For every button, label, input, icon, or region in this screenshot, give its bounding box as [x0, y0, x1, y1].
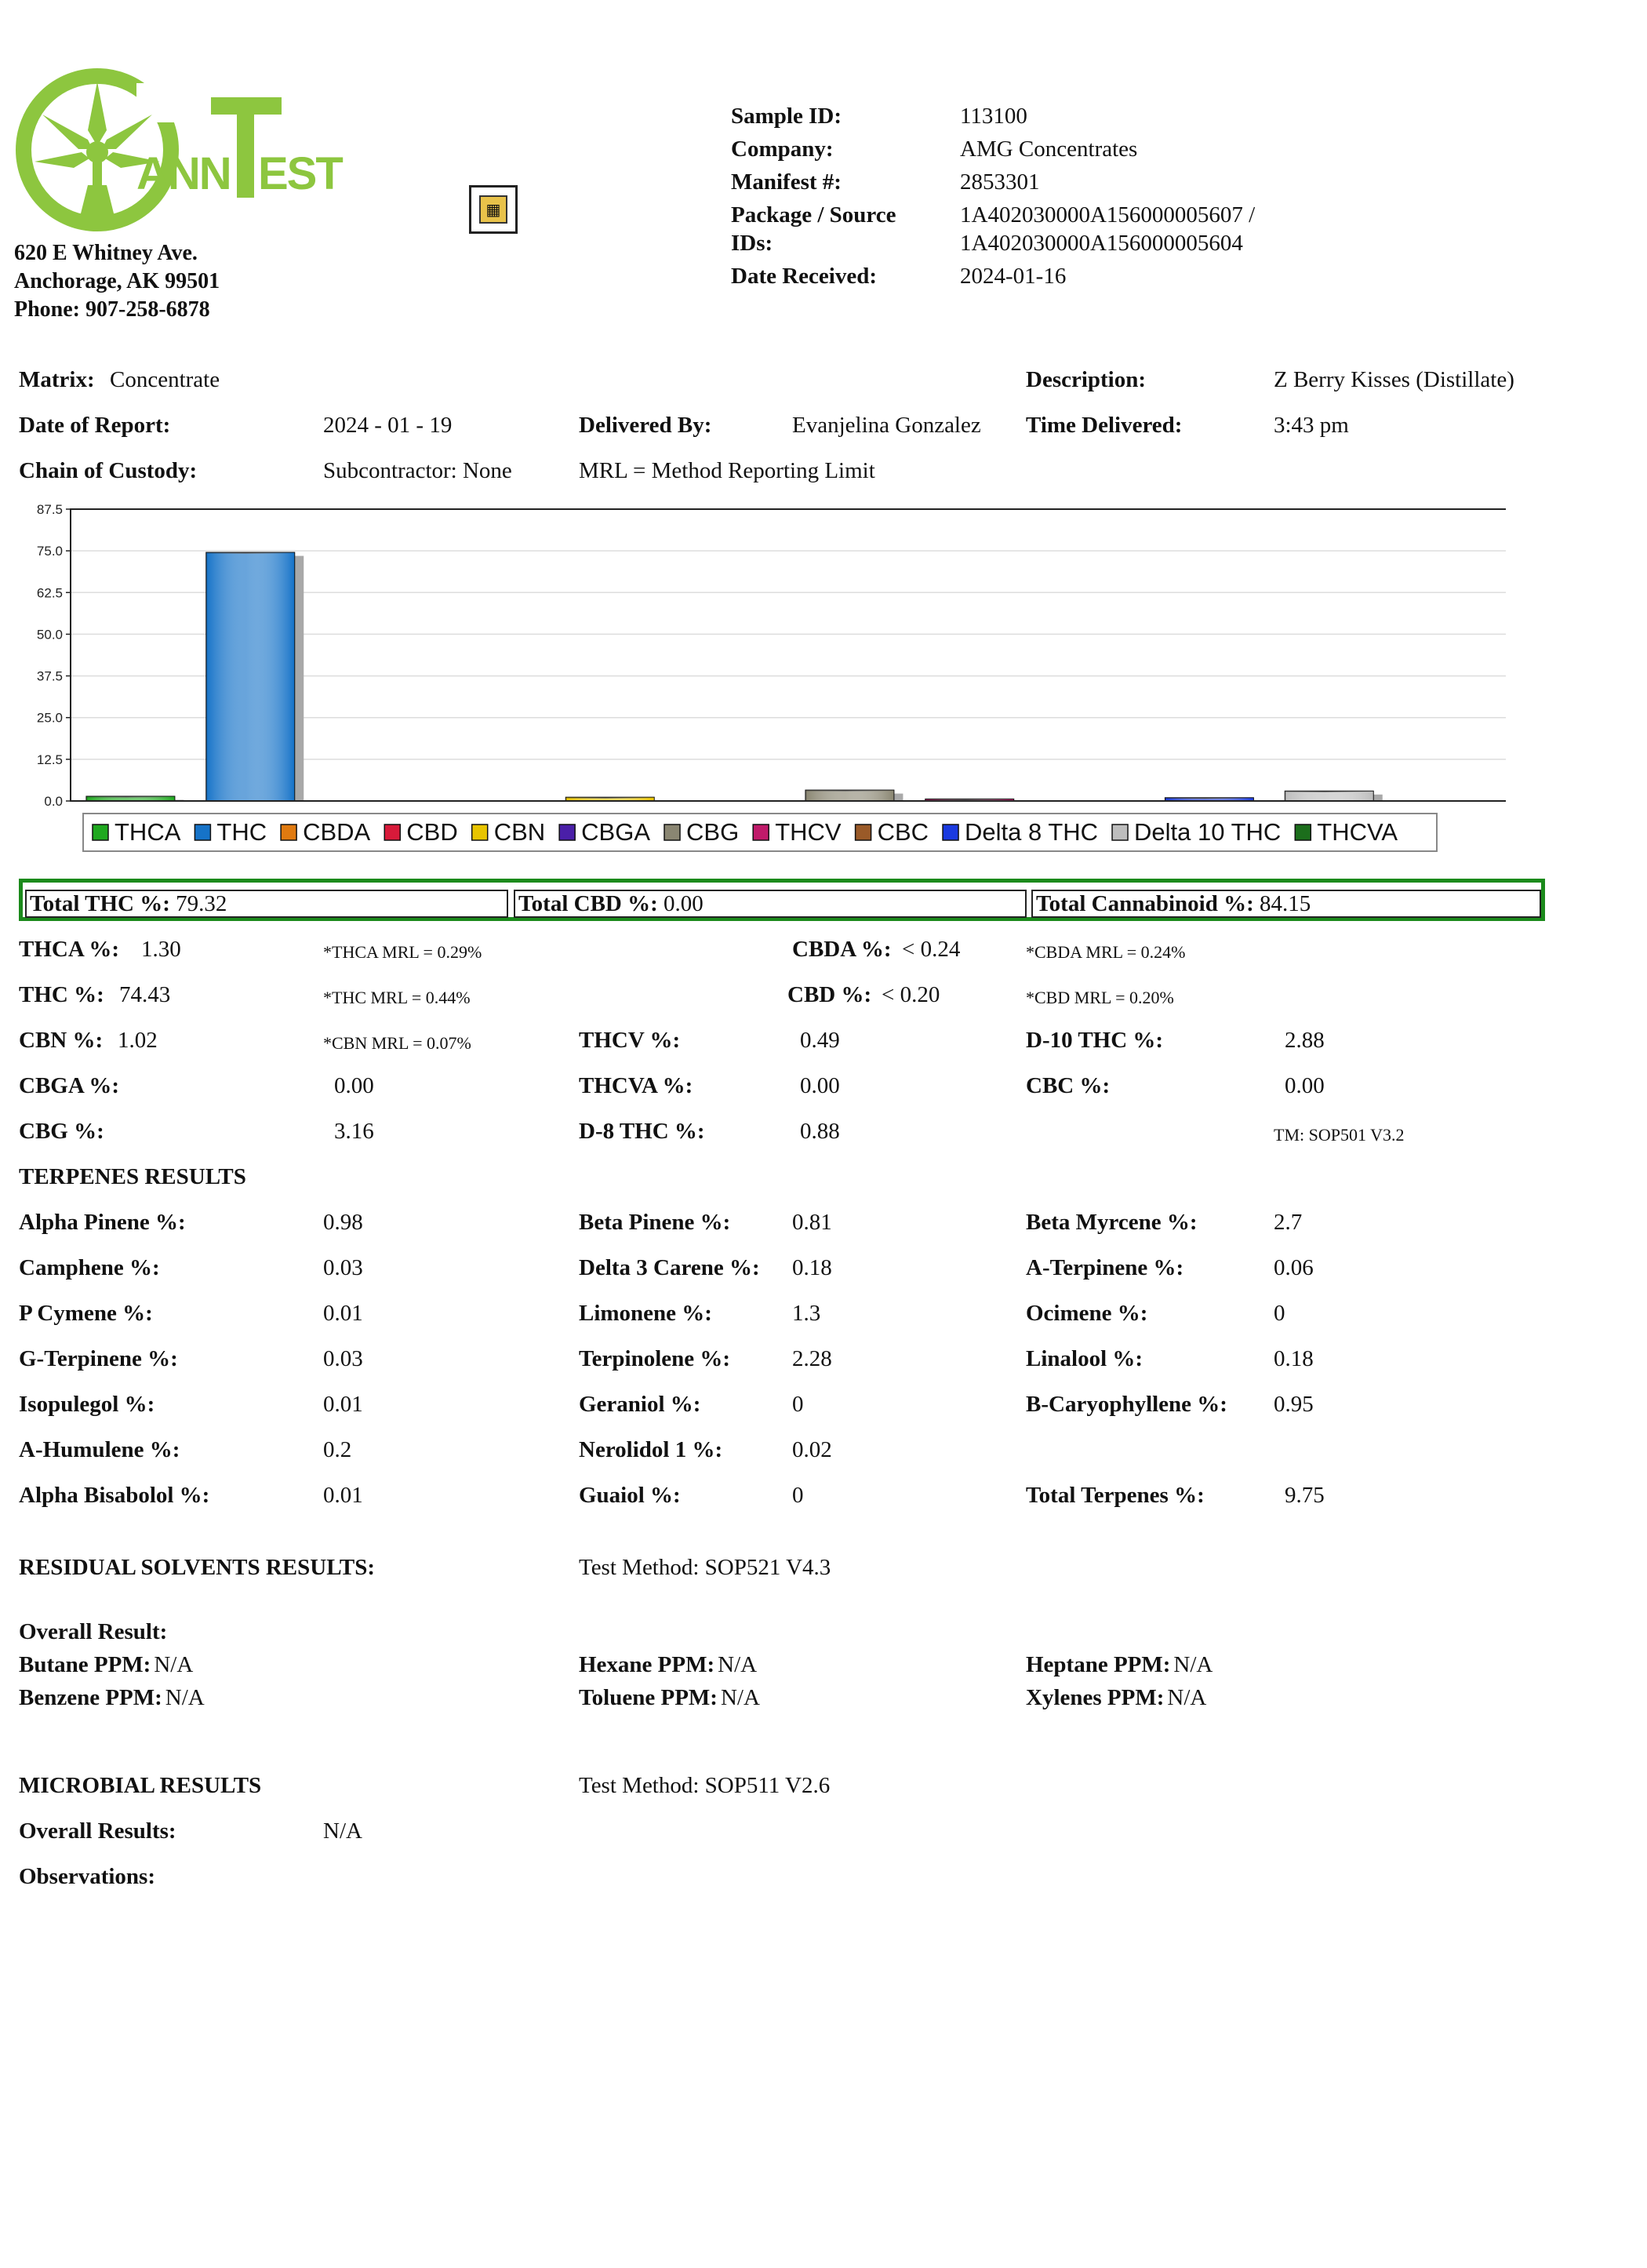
toluene-row: [579, 1685, 760, 1711]
date-report-value: 2024 - 01 - 19: [323, 413, 453, 438]
cbn-mrl: *CBN MRL = 0.07%: [323, 1033, 471, 1053]
solvents-overall-label: Overall Result:: [19, 1619, 168, 1644]
cbga-value: 0.00: [334, 1073, 374, 1098]
chart-legend: [83, 814, 1437, 851]
terpene-label: Guaiol %:: [579, 1483, 681, 1508]
thc-label: THC %:: [19, 982, 104, 1007]
chart-legend-swatch: [93, 825, 108, 840]
thca-label: THCA %:: [19, 937, 120, 962]
date-report-label: Date of Report:: [19, 413, 171, 438]
chart-ytick-label: 12.5: [36, 752, 63, 767]
chart-legend-label: THCV: [775, 818, 842, 846]
benzene-value: N/A: [165, 1685, 205, 1710]
chart-legend-swatch: [1112, 825, 1128, 840]
terpene-label: Alpha Pinene %:: [19, 1210, 186, 1235]
terpene-label: A-Terpinene %:: [1026, 1255, 1184, 1280]
terpene-value: 0.95: [1274, 1392, 1314, 1417]
chart-y-ticks: [37, 502, 71, 809]
description-label: Description:: [1026, 367, 1147, 392]
cbda-mrl: *CBDA MRL = 0.24%: [1026, 942, 1186, 962]
cbc-value: 0.00: [1285, 1073, 1325, 1098]
thca-value: 1.30: [141, 937, 181, 962]
chart-legend-label: Delta 8 THC: [965, 818, 1099, 846]
d8-thc-value: 0.88: [800, 1119, 840, 1144]
terpene-label: Beta Pinene %:: [579, 1210, 731, 1235]
seal-stamp-icon: ▦: [469, 185, 518, 234]
thcv-label: THCV %:: [579, 1028, 681, 1053]
thcv-value: 0.49: [800, 1028, 840, 1053]
description-value: Z Berry Kisses (Distillate): [1274, 367, 1514, 392]
chart-ytick-label: 37.5: [36, 668, 63, 684]
cbn-value: 1.02: [118, 1028, 158, 1053]
cannabinoid-bar-chart: [16, 497, 1506, 865]
chain-value: Subcontractor: None: [323, 458, 512, 483]
cannabinoid-test-method: TM: SOP501 V3.2: [1274, 1125, 1405, 1145]
terpene-value: 1.3: [792, 1301, 821, 1326]
package-label-line2: IDs:: [731, 231, 773, 256]
chart-bar-shine: [805, 791, 893, 801]
chart-ytick-label: 50.0: [36, 627, 63, 643]
total-cbd-label: Total CBD %:: [518, 891, 658, 916]
xylenes-label: Xylenes PPM:: [1026, 1685, 1165, 1710]
chart-ytick-label: 87.5: [36, 502, 63, 517]
terpene-label: G-Terpinene %:: [19, 1346, 178, 1371]
terpene-value: 0.81: [792, 1210, 832, 1235]
canntest-logo: [11, 67, 380, 232]
terpene-label: Delta 3 Carene %:: [579, 1255, 760, 1280]
observations-label: Observations:: [19, 1864, 155, 1889]
company-label: Company:: [731, 137, 834, 162]
chart-legend-label: Delta 10 THC: [1134, 818, 1282, 846]
terpene-value: 0.03: [323, 1255, 363, 1280]
thc-mrl: *THC MRL = 0.44%: [323, 988, 471, 1007]
sample-id-value: 113100: [960, 104, 1027, 129]
cbd-label: CBD %:: [787, 982, 872, 1007]
xylenes-value: N/A: [1167, 1685, 1207, 1710]
manifest-label: Manifest #:: [731, 169, 842, 195]
toluene-value: N/A: [720, 1685, 760, 1710]
chart-legend-label: THC: [216, 818, 267, 846]
terpene-label: Isopulegol %:: [19, 1392, 155, 1417]
toluene-label: Toluene PPM:: [579, 1685, 718, 1710]
cbg-value: 3.16: [334, 1119, 374, 1144]
terpene-value: 0.18: [792, 1255, 832, 1280]
terpene-value: 2.28: [792, 1346, 832, 1371]
terpene-label: P Cymene %:: [19, 1301, 153, 1326]
matrix-label: Matrix:: [19, 367, 95, 392]
date-received-label: Date Received:: [731, 264, 877, 289]
butane-value: N/A: [154, 1652, 194, 1677]
total-thc-value: 79.32: [176, 891, 227, 916]
terpene-value: 0.2: [323, 1437, 352, 1462]
chart-legend-swatch: [281, 825, 296, 840]
hexane-value: N/A: [718, 1652, 758, 1677]
chart-legend-label: CBGA: [581, 818, 651, 846]
package-label-line1: Package / Source: [731, 202, 896, 228]
lab-address: [14, 239, 220, 324]
terpene-label: Total Terpenes %:: [1026, 1483, 1205, 1508]
terpene-value: 0.98: [323, 1210, 363, 1235]
chart-ytick-label: 62.5: [36, 585, 63, 601]
terpene-label: Ocimene %:: [1026, 1301, 1148, 1326]
heptane-value: N/A: [1173, 1652, 1213, 1677]
cbd-value: < 0.20: [882, 982, 940, 1007]
microbial-test-method: Test Method: SOP511 V2.6: [579, 1773, 831, 1798]
chart-bar-shine: [1285, 792, 1373, 801]
solvents-heading: RESIDUAL SOLVENTS RESULTS:: [19, 1555, 376, 1580]
total-cbd-cell: [514, 890, 1027, 918]
cbc-label: CBC %:: [1026, 1073, 1111, 1098]
time-delivered-label: Time Delivered:: [1026, 413, 1183, 438]
chart-ytick-label: 25.0: [36, 710, 63, 726]
chart-legend-swatch: [753, 825, 769, 840]
chart-legend-label: CBG: [686, 818, 740, 846]
total-cannabinoid-cell: [1031, 890, 1541, 918]
logo-wordmark-ann: ANN: [136, 148, 231, 199]
xylenes-row: [1026, 1685, 1206, 1711]
terpene-label: Nerolidol 1 %:: [579, 1437, 723, 1462]
terpene-label: B-Caryophyllene %:: [1026, 1392, 1227, 1417]
terpene-label: Alpha Bisabolol %:: [19, 1483, 210, 1508]
address-phone: Phone: 907-258-6878: [14, 297, 210, 322]
terpene-label: Geraniol %:: [579, 1392, 701, 1417]
total-cannabinoid-label: Total Cannabinoid %:: [1036, 891, 1254, 916]
mrl-note: MRL = Method Reporting Limit: [579, 458, 875, 483]
chain-label: Chain of Custody:: [19, 458, 198, 483]
address-street: 620 E Whitney Ave.: [14, 241, 198, 265]
total-cbd-value: 0.00: [664, 891, 704, 916]
thcva-label: THCVA %:: [579, 1073, 693, 1098]
total-cannabinoid-value: 84.15: [1260, 891, 1311, 916]
cbd-mrl: *CBD MRL = 0.20%: [1026, 988, 1174, 1007]
microbial-heading: MICROBIAL RESULTS: [19, 1773, 262, 1798]
chart-legend-swatch: [664, 825, 680, 840]
hexane-label: Hexane PPM:: [579, 1652, 715, 1677]
totals-box: [19, 879, 1545, 921]
chart-legend-swatch: [943, 825, 958, 840]
manifest-value: 2853301: [960, 169, 1040, 195]
benzene-row: [19, 1685, 205, 1711]
chart-legend-swatch: [856, 825, 871, 840]
chart-legend-swatch: [195, 825, 210, 840]
terpene-label: Camphene %:: [19, 1255, 160, 1280]
chart-legend-label: CBN: [493, 818, 546, 846]
microbial-overall-label: Overall Results:: [19, 1818, 176, 1844]
terpene-value: 0.06: [1274, 1255, 1314, 1280]
thca-mrl: *THCA MRL = 0.29%: [323, 942, 482, 962]
chart-legend-label: CBDA: [303, 818, 371, 846]
terpene-value: 0.02: [792, 1437, 832, 1462]
chart-bars: [86, 553, 1382, 801]
chart-legend-swatch: [1295, 825, 1311, 840]
terpene-value: 9.75: [1285, 1483, 1325, 1508]
package-id-1: 1A402030000A156000005607 /: [960, 202, 1256, 228]
terpene-value: 0.03: [323, 1346, 363, 1371]
terpenes-heading: TERPENES RESULTS: [19, 1164, 246, 1189]
benzene-label: Benzene PPM:: [19, 1685, 162, 1710]
chart-legend-swatch: [472, 825, 488, 840]
cbga-label: CBGA %:: [19, 1073, 120, 1098]
chart-bar-shine: [206, 553, 294, 801]
heptane-label: Heptane PPM:: [1026, 1652, 1171, 1677]
chart-legend-label: CBC: [877, 818, 929, 846]
cbda-label: CBDA %:: [792, 937, 892, 962]
chart-legend-label: CBD: [406, 818, 458, 846]
terpene-value: 0.01: [323, 1301, 363, 1326]
d10-thc-label: D-10 THC %:: [1026, 1028, 1164, 1053]
time-delivered-value: 3:43 pm: [1274, 413, 1349, 438]
thcva-value: 0.00: [800, 1073, 840, 1098]
address-city: Anchorage, AK 99501: [14, 269, 220, 293]
company-value: AMG Concentrates: [960, 137, 1138, 162]
terpene-value: 0: [1274, 1301, 1285, 1326]
package-id-2: 1A402030000A156000005604: [960, 231, 1243, 256]
microbial-overall-value: N/A: [323, 1818, 362, 1844]
heptane-row: [1026, 1652, 1213, 1678]
chart-ytick-label: 75.0: [36, 544, 63, 559]
matrix-value: Concentrate: [110, 367, 220, 392]
cbn-label: CBN %:: [19, 1028, 104, 1053]
chart-legend-swatch: [384, 825, 400, 840]
terpene-label: A-Humulene %:: [19, 1437, 180, 1462]
delivered-by-value: Evanjelina Gonzalez: [792, 413, 981, 438]
chart-ytick-label: 0.0: [44, 794, 63, 809]
terpene-label: Beta Myrcene %:: [1026, 1210, 1198, 1235]
logo-wordmark-est: EST: [258, 148, 342, 199]
d8-thc-label: D-8 THC %:: [579, 1119, 705, 1144]
total-thc-label: Total THC %:: [30, 891, 170, 916]
sample-id-label: Sample ID:: [731, 104, 842, 129]
date-received-value: 2024-01-16: [960, 264, 1067, 289]
chart-legend-label: THCA: [115, 818, 181, 846]
d10-thc-value: 2.88: [1285, 1028, 1325, 1053]
butane-label: Butane PPM:: [19, 1652, 151, 1677]
terpene-value: 2.7: [1274, 1210, 1303, 1235]
terpene-value: 0.18: [1274, 1346, 1314, 1371]
hexane-row: [579, 1652, 757, 1678]
terpene-label: Terpinolene %:: [579, 1346, 731, 1371]
thc-value: 74.43: [119, 982, 171, 1007]
terpene-value: 0: [792, 1392, 804, 1417]
terpene-label: Limonene %:: [579, 1301, 712, 1326]
cbg-label: CBG %:: [19, 1119, 104, 1144]
chart-legend-swatch: [559, 825, 575, 840]
butane-row: [19, 1652, 193, 1678]
terpene-value: 0: [792, 1483, 804, 1508]
delivered-by-label: Delivered By:: [579, 413, 712, 438]
chart-legend-label: THCVA: [1317, 818, 1398, 846]
total-thc-cell: [25, 890, 508, 918]
terpene-label: Linalool %:: [1026, 1346, 1143, 1371]
terpene-value: 0.01: [323, 1392, 363, 1417]
solvents-test-method: Test Method: SOP521 V4.3: [579, 1555, 831, 1580]
terpene-value: 0.01: [323, 1483, 363, 1508]
cbda-value: < 0.24: [902, 937, 961, 962]
